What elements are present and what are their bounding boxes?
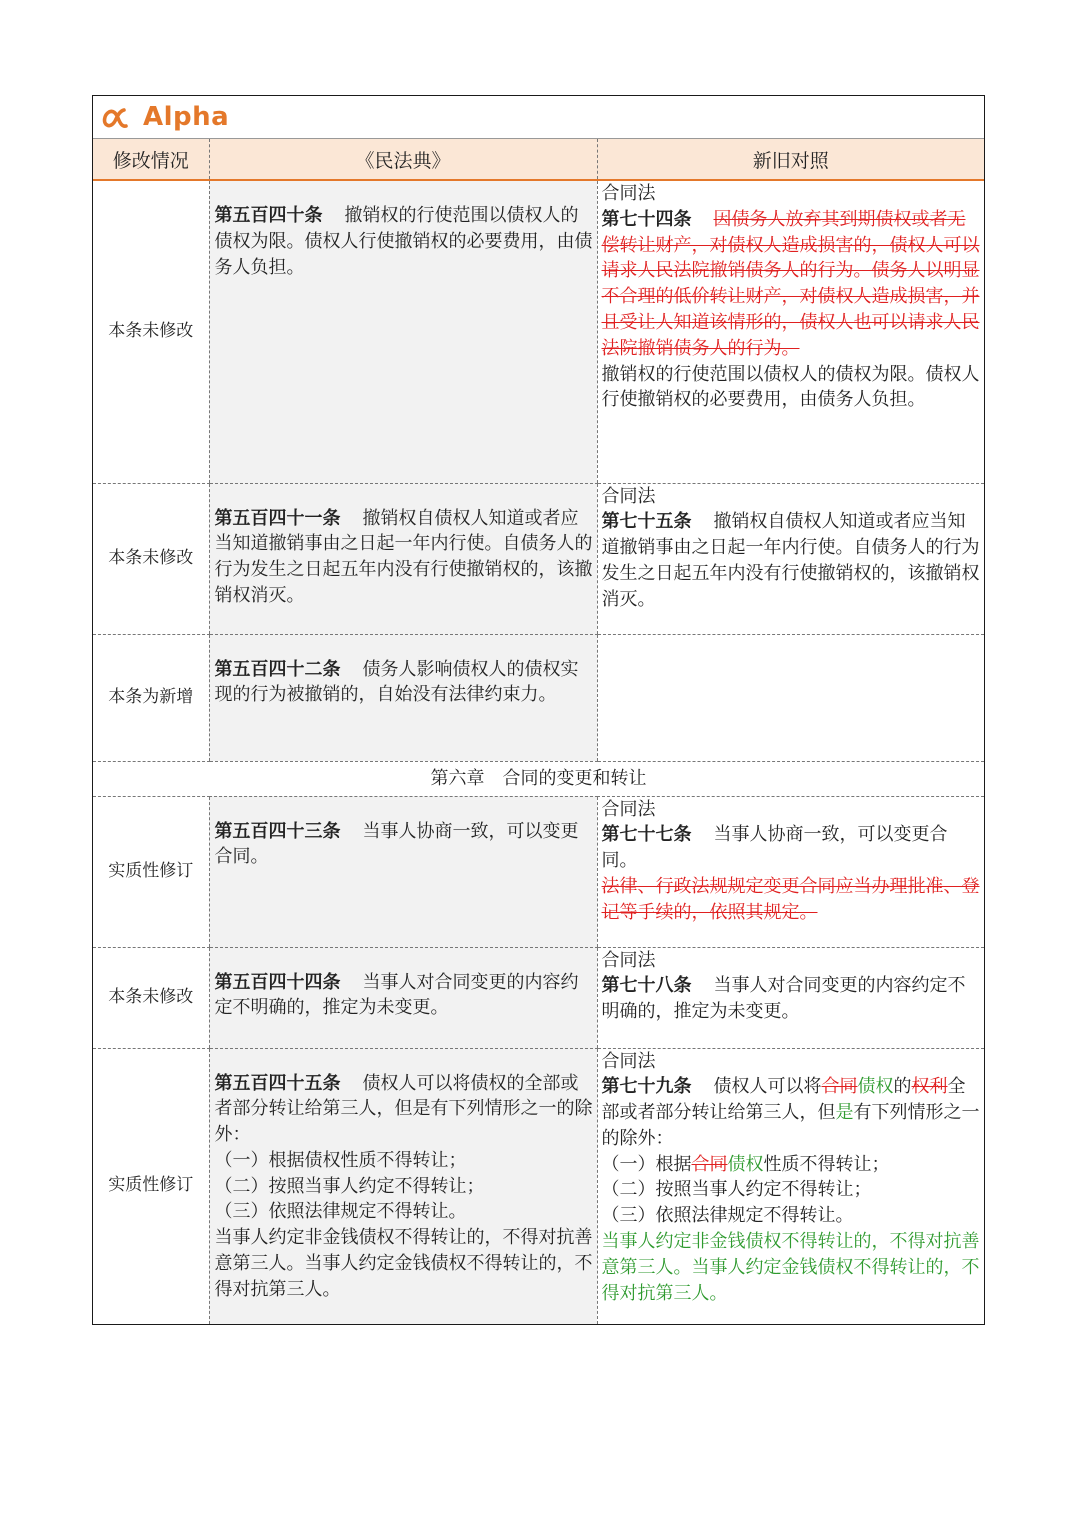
deleted-text: 法律、行政法规规定变更合同应当办理批准、登记等手续的，依照其规定。 (601, 875, 980, 923)
law-name: 合同法 (601, 949, 656, 971)
article-number: 第五百四十一条 (214, 507, 341, 529)
status-cell: 实质性修订 (108, 1175, 194, 1196)
list-item: （三）依照法律规定不得转让。 (214, 1201, 467, 1223)
header-comparison: 新旧对照 (597, 139, 984, 180)
article-number: 第七十五条 (601, 511, 692, 533)
law-name: 合同法 (601, 183, 656, 204)
chapter-row (93, 761, 984, 796)
text-fragment: 债权人可以将 (713, 1076, 822, 1098)
table-row (93, 947, 984, 1048)
article-text: 撤销权自债权人知道或者应当知道撤销事由之日起一年内行使。自债务人的行为发生之日起五年内没有行使撤销权的，该撤销权消灭。 (601, 511, 980, 610)
article-number: 第七十七条 (601, 824, 692, 846)
article-text: 撤销权的行使范围以债权人的债权为限。债权人行使撤销权的必要费用，由债务人负担。 (214, 205, 593, 278)
civil-code-cell (209, 796, 597, 947)
article-number: 第七十八条 (601, 975, 692, 997)
chapter-title: 第六章 合同的变更和转让 (93, 761, 984, 796)
list-item: （一）根据债权性质不得转让； (214, 1149, 467, 1171)
text-fragment: （一）根据 (601, 1153, 692, 1175)
old-law-cell (597, 483, 984, 634)
article-number: 第五百四十二条 (214, 658, 341, 680)
article-number: 第五百四十三条 (214, 820, 341, 842)
article-text: 当事人对合同变更的内容约定不明确的，推定为未变更。 (601, 975, 966, 1023)
article-text: 债务人影响债权人的债权实现的行为被撤销的，自始没有法律约束力。 (214, 658, 579, 706)
article-text: 当事人对合同变更的内容约定不明确的，推定为未变更。 (214, 971, 579, 1019)
brand-name: Alpha (143, 102, 230, 132)
text-fragment: 全部或者部分转让给第三人，但 (601, 1076, 966, 1124)
status-cell: 实质性修订 (93, 796, 209, 947)
article-number: 第五百四十五条 (214, 1072, 341, 1094)
article-text: 撤销权的行使范围以债权人的债权为限。债权人行使撤销权的必要费用，由债务人负担。 (601, 363, 980, 411)
status-cell: 本条为新增 (93, 634, 209, 761)
civil-code-cell (209, 1048, 597, 1324)
header-status: 修改情况 (93, 139, 209, 180)
comparison-document (92, 95, 985, 1325)
old-law-cell (597, 1048, 984, 1324)
article-text: 当事人协商一致，可以变更合同。 (214, 820, 579, 868)
article-tail: 当事人约定非金钱债权不得转让的，不得对抗善意第三人。当事人约定金钱债权不得转让的，不得对抗第三人。 (214, 1227, 593, 1300)
deleted-text: 合同 (821, 1076, 858, 1098)
civil-code-cell (209, 947, 597, 1048)
law-name: 合同法 (601, 485, 656, 507)
list-item (602, 1152, 983, 1178)
alpha-logo-icon (101, 102, 131, 132)
added-text: 债权 (727, 1153, 764, 1175)
table-header-row (93, 139, 984, 180)
old-law-cell (597, 796, 984, 947)
table-row (93, 796, 984, 947)
law-name: 合同法 (601, 1050, 656, 1072)
list-item: （二）按照当事人约定不得转让； (214, 1175, 485, 1197)
header-civil-code: 《民法典》 (209, 139, 597, 180)
brand-header (93, 96, 984, 139)
article-text: 当事人协商一致，可以变更合同。 (601, 824, 948, 872)
civil-code-cell (209, 483, 597, 634)
comparison-table (93, 139, 984, 1324)
old-law-cell-empty (597, 634, 984, 761)
article-number: 第五百四十条 (214, 205, 323, 226)
article-number: 第五百四十四条 (214, 971, 341, 993)
table-row (93, 483, 984, 634)
status-cell: 本条未修改 (93, 483, 209, 634)
status-cell: 本条未修改 (93, 180, 209, 483)
text-fragment: 的 (893, 1076, 912, 1098)
old-law-cell (597, 180, 984, 483)
table-row (93, 634, 984, 761)
status-cell: 本条未修改 (93, 947, 209, 1048)
deleted-text: 因债务人放弃其到期债权或者无偿转让财产，对债权人造成损害的，债权人可以请求人民法院撤销债务人的行为。债务人以明显不合理的低价转让财产，对债权人造成损害，并且受让人知道该情形的，债权人也可以请求人民法院撤销债务人的行为。 (601, 208, 980, 359)
article-number: 第七十四条 (601, 208, 692, 230)
law-name: 合同法 (601, 798, 656, 820)
deleted-text: 合同 (691, 1153, 728, 1175)
added-text: 债权 (857, 1076, 894, 1098)
table-row (93, 1048, 984, 1324)
added-text: 当事人约定非金钱债权不得转让的，不得对抗善意第三人。当事人约定金钱债权不得转让的，不得对抗第三人。 (601, 1231, 980, 1304)
text-fragment: 有下列情形之一的除外： (601, 1102, 980, 1149)
article-text: 债权人可以将债权的全部或者部分转让给第三人，但是有下列情形之一的除外： (214, 1072, 593, 1146)
table-row (93, 180, 984, 483)
list-item: （二）按照当事人约定不得转让； (601, 1179, 872, 1201)
added-text: 是 (835, 1102, 854, 1124)
article-number: 第七十九条 (601, 1076, 692, 1098)
list-item: （三）依照法律规定不得转让。 (601, 1205, 854, 1227)
old-law-cell (597, 947, 984, 1048)
article-text: 撤销权自债权人知道或者应当知道撤销事由之日起一年内行使。自债务人的行为发生之日起五年内没有行使撤销权的，该撤销权消灭。 (214, 507, 593, 606)
civil-code-cell (209, 634, 597, 761)
deleted-text: 权利 (911, 1076, 948, 1098)
text-fragment: 性质不得转让； (763, 1153, 890, 1175)
civil-code-cell (209, 180, 597, 483)
